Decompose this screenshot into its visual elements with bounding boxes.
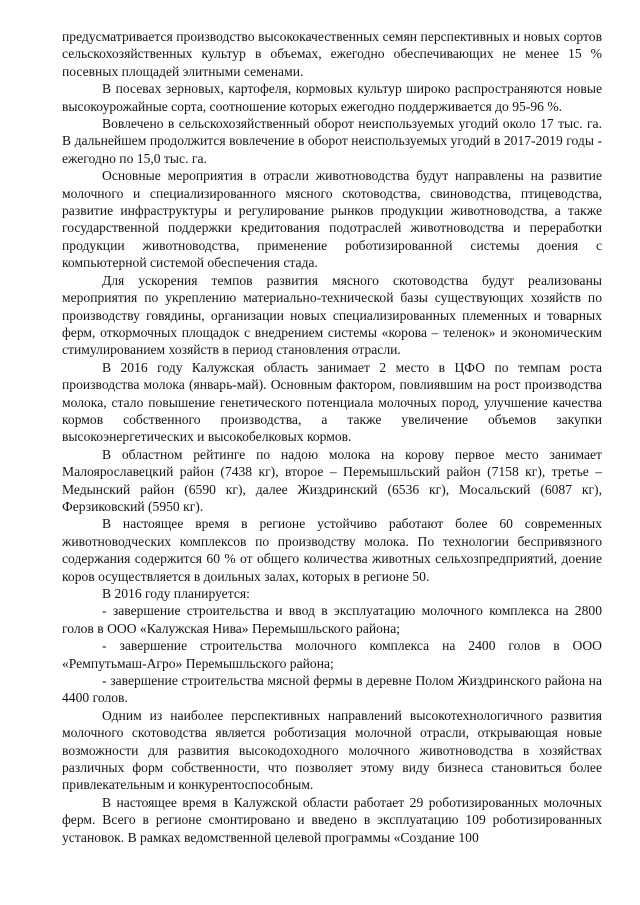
paragraph-milk-rating: В областном рейтинге по надою молока на корову первое место занимает Малоярославецкий район (7438 кг), второе – Перемышльский район (7158 кг), третье – Медынский район (6590 кг), далее Жиздринский (6536 кг), Мосальский (6087 кг), Ферзиковский (5950 кг). [62, 446, 602, 514]
paragraph-beef-cattle: Для ускорения темпов развития мясного скотоводства будут реализованы мероприятия по укреплению материально-технической базы существующих хозяйств по производству говядины, организации новых специализированных племенных и товарных ферм, откормочных площадок с внедрением системы «корова – теленок» и экономическим стимулированием хозяйств в период становления отрасли. [62, 272, 602, 358]
paragraph-seeds: предусматривается производство высококачественных семян перспективных и новых сортов сельскохозяйственных культур в объемах, ежегодно обеспечивающих не менее 15 % посевных площадей элитными семенами. [62, 29, 602, 79]
document-page [62, 28, 602, 846]
list-item: - завершение строительства молочного комплекса на 2400 голов в ООО «Ремпутьмаш-Агро» Перемышльского района; [62, 638, 602, 671]
paragraph-robotization: Одним из наиболее перспективных направлений высокотехнологичного развития молочного скотоводства является роботизация молочной отрасли, открывающая новые возможности для развития высокодоходного молочного животноводства в хозяйствах различных форм собственности, что позволяет этому виду бизнеса становиться более привлекательным и конкурентоспособным. [62, 707, 602, 793]
list-item: - завершение строительства мясной фермы в деревне Полом Жиздринского района на 4400 голов. [62, 673, 602, 706]
paragraph-milk-growth: В 2016 году Калужская область занимает 2 место в ЦФО по темпам роста производства молока (январь-май). Основным фактором, повлиявшим на рост производства молока, стало повышение генетического потенциала молочных пород, улучшение качества кормов собственного производства, а также увеличение объемов закупки высокоэнергетических и высокобелковых кормов. [62, 359, 602, 445]
paragraph-livestock-measures: Основные мероприятия в отрасли животноводства будут направлены на развитие молочного и специализированного мясного скотоводства, свиноводства, птицеводства, развитие инфраструктуры и регулирование рынков продукции животноводства, а также государственной поддержки кредитования подотраслей животноводства и переработки продукции животноводства, применение роботизированной системы доения с компьютерной системой обеспечения стада. [62, 168, 602, 271]
paragraph-varieties: В посевах зерновых, картофеля, кормовых культур широко распространяются новые высокоурожайные сорта, соотношение которых ежегодно поддерживается до 95-96 %. [62, 81, 602, 114]
paragraph-dairy-complexes: В настоящее время в регионе устойчиво работают более 60 современных животноводческих комплексов по производству молока. По технологии беспривязного содержания содержится 60 % от общего количества животных сельхозпредприятий, доение коров осуществляется в доильных залах, которых в регионе 50. [62, 516, 602, 584]
paragraph-plans-heading: В 2016 году планируется: [102, 586, 250, 601]
paragraph-robotic-farms: В настоящее время в Калужской области работает 29 роботизированных молочных ферм. Всего в регионе смонтировано и введено в эксплуатацию 109 роботизированных установок. В рамках ведомственной целевой программы «Создание 100 [62, 794, 602, 845]
paragraph-land-use: Вовлечено в сельскохозяйственный оборот неиспользуемых угодий около 17 тыс. га. В дальнейшем продолжится вовлечение в оборот неиспользуемых угодий в 2017-2019 годы - ежегодно по 15,0 тыс. га. [62, 116, 602, 166]
list-item: - завершение строительства и ввод в эксплуатацию молочного комплекса на 2800 голов в ООО «Калужская Нива» Перемышльского района; [62, 603, 602, 636]
